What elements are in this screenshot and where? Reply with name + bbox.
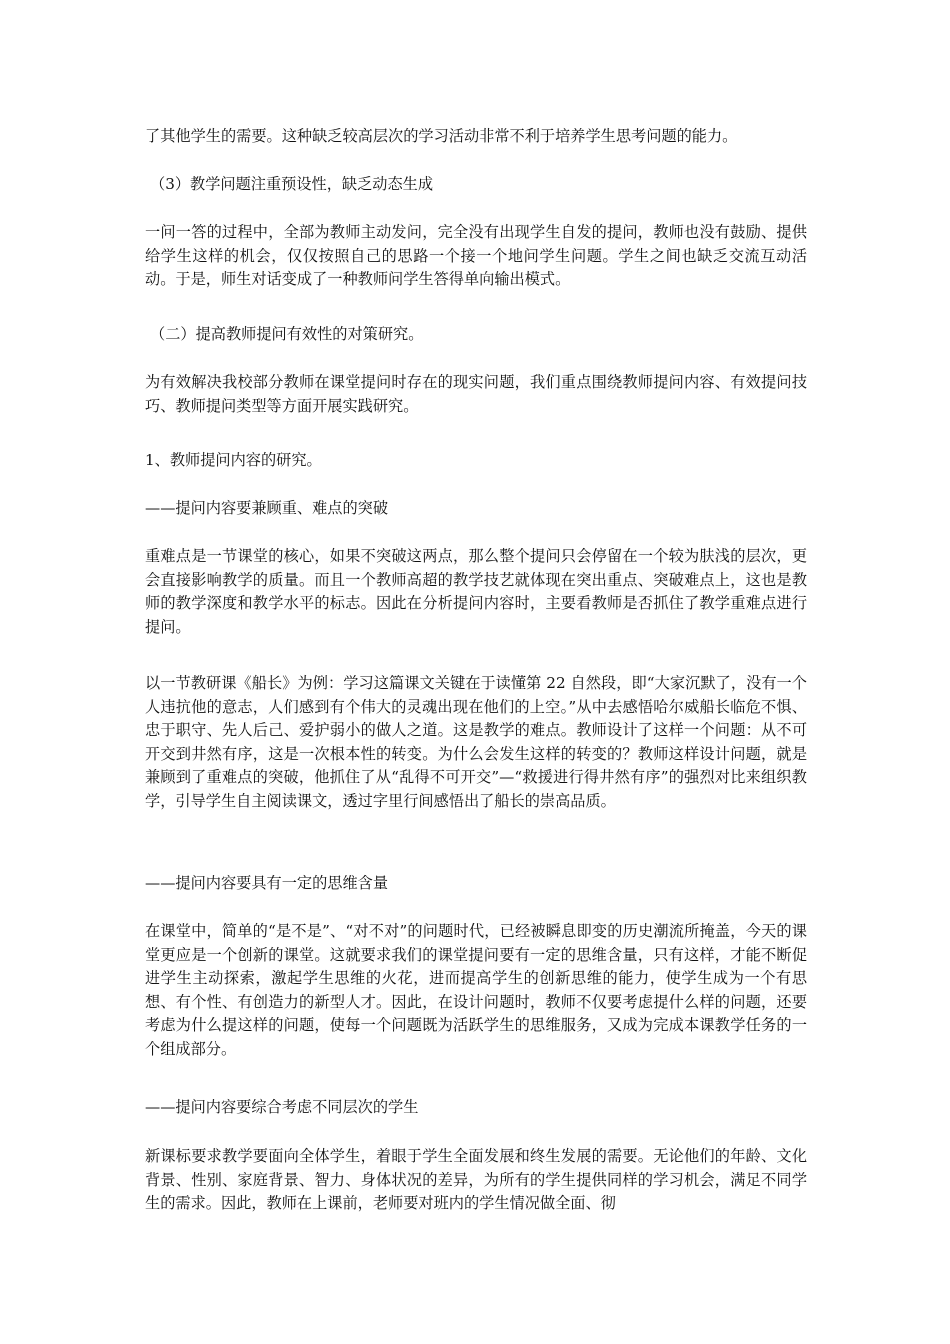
paragraph-strategy-intro: 为有效解决我校部分教师在课堂提问时存在的现实问题，我们重点围绕教师提问内容、有效提问技巧、教师提问类型等方面开展实践研究。 — [145, 373, 807, 415]
heading-question-presetting: （3）教学问题注重预设性，缺乏动态生成 — [150, 175, 434, 193]
heading-strategy-research: （二）提高教师提问有效性的对策研究。 — [150, 325, 424, 343]
subheading-thinking-content: ——提问内容要具有一定的思维含量 — [145, 874, 388, 892]
paragraph-thinking-content: 在课堂中，简单的“是不是”、“对不对”的问题时代，已经被瞬息即变的历史潮流所掩盖，今天的课堂更应是一个创新的课堂。这就要求我们的课堂提问要有一定的思维含量，只有这样，才能不断促进学生主动探索，激起学生思维的火花，进而提高学生的创新思维的能力，使学生成为一个有思想、有个性、有创造力的新型人才。因此，在设计问题时，教师不仅要考虑提什么样的问题，还要考虑为什么提这样的问题，使每一个问题既为活跃学生的思维服务，又成为完成本课教学任务的一个组成部分。 — [145, 922, 807, 1058]
paragraph-continuation: 了其他学生的需要。这种缺乏较高层次的学习活动非常不利于培养学生思考问题的能力。 — [145, 127, 738, 145]
paragraph-different-levels: 新课标要求教学要面向全体学生，着眼于学生全面发展和终生发展的需要。无论他们的年龄、文化背景、性别、家庭背景、智力、身体状况的差异，为所有的学生提供同样的学习机会，满足不同学生的需求。因此，教师在上课前，老师要对班内的学生情况做全面、彻 — [145, 1147, 807, 1212]
subheading-different-levels: ——提问内容要综合考虑不同层次的学生 — [145, 1098, 419, 1116]
paragraph-captain-example: 以一节教研课《船长》为例：学习这篇课文关键在于读懂第 22 自然段，即“大家沉默了，没有一个人违抗他的意志，人们感到有个伟大的灵魂出现在他们的上空。”从中去感悟哈尔威船长临危不惧、忠于职守、先人后己、爱护弱小的做人之道。这是教学的难点。教师设计了这样一个问题：从不可开交到井然有序，这是一次根本性的转变。为什么会发生这样的转变的？教师这样设计问题，就是兼顾到了重难点的突破，他抓住了从“乱得不可开交”—“救援进行得井然有序”的强烈对比来组织教学，引导学生自主阅读课文，透过字里行间感悟出了船长的崇高品质。 — [145, 674, 807, 810]
paragraph-key-difficult-points: 重难点是一节课堂的核心，如果不突破这两点，那么整个提问只会停留在一个较为肤浅的层次，更会直接影响教学的质量。而且一个教师高超的教学技艺就体现在突出重点、突破难点上，这也是教师的教学深度和教学水平的标志。因此在分析提问内容时，主要看教师是否抓住了教学重难点进行提问。 — [145, 547, 807, 636]
heading-question-content: 1、教师提问内容的研究。 — [145, 451, 322, 469]
subheading-key-difficult-points: ——提问内容要兼顾重、难点的突破 — [145, 499, 388, 517]
paragraph-one-question-one-answer: 一问一答的过程中，全部为教师主动发问，完全没有出现学生自发的提问，教师也没有鼓励、提供给学生这样的机会，仅仅按照自己的思路一个接一个地问学生问题。学生之间也缺乏交流互动活动。于是，师生对话变成了一种教师问学生答得单向输出模式。 — [145, 223, 807, 288]
